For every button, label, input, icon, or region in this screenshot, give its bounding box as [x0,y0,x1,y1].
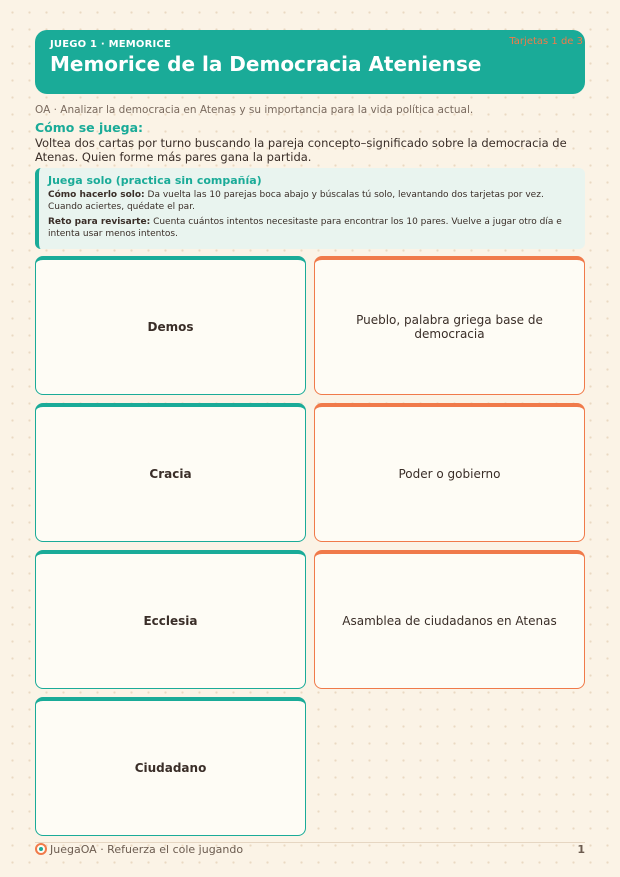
solo-challenge-paragraph [48,216,575,240]
solo-challenge-label: Reto para revisarte: [48,217,151,227]
footer-brand: JuegaOA · Refuerza el cole jugando [50,843,244,856]
solo-how-paragraph [48,189,575,213]
card-page-indicator: Tarjetas 1 de 3 [509,36,583,47]
page-title: Memorice de la Democracia Ateniense [50,52,482,76]
howto-text: Voltea dos cartas por turno buscando la pareja concepto–significado sobre la democracia de Atenas. Quien forme más pares gana la partida. [35,136,567,164]
concept-card[interactable] [35,403,306,542]
meaning-card-label: Pueblo, palabra griega base de democracia [356,313,543,341]
concept-card[interactable] [35,256,306,395]
concept-card-label: Ecclesia [143,614,198,628]
solo-how-label: Cómo hacerlo solo: [48,190,145,200]
meaning-card[interactable] [314,256,585,395]
meaning-card-label: Poder o gobierno [398,467,501,481]
solo-title: Juega solo (practica sin compañía) [48,174,262,187]
solo-play-box [35,168,585,249]
concept-card-label: Demos [147,320,194,334]
concept-card[interactable] [35,697,306,836]
page-number: 1 [577,843,585,856]
howto-title: Cómo se juega: [35,120,144,135]
game-kicker: JUEGO 1 · MEMORICE [50,39,172,50]
solo-challenge-text: Cuenta cuántos intentos necesitaste para encontrar los 10 pares. Vuelve a jugar otro día e intenta usar menos intentos. [48,217,562,239]
concept-card-label: Ciudadano [134,761,207,775]
concept-card[interactable] [35,550,306,689]
target-logo-icon [35,843,47,855]
solo-how-text: Da vuelta las 10 parejas boca abajo y búscalas tú solo, levantando dos tarjetas por vez. Cuando aciertes, quédate el par. [48,190,544,212]
meaning-card[interactable] [314,403,585,542]
meaning-card[interactable] [314,550,585,689]
concept-card-label: Cracia [149,467,192,481]
meaning-card-label: Asamblea de ciudadanos en Atenas [342,614,557,628]
page-header [35,30,585,94]
learning-objective: OA · Analizar la democracia en Atenas y su importancia para la vida política actual. [35,104,474,116]
